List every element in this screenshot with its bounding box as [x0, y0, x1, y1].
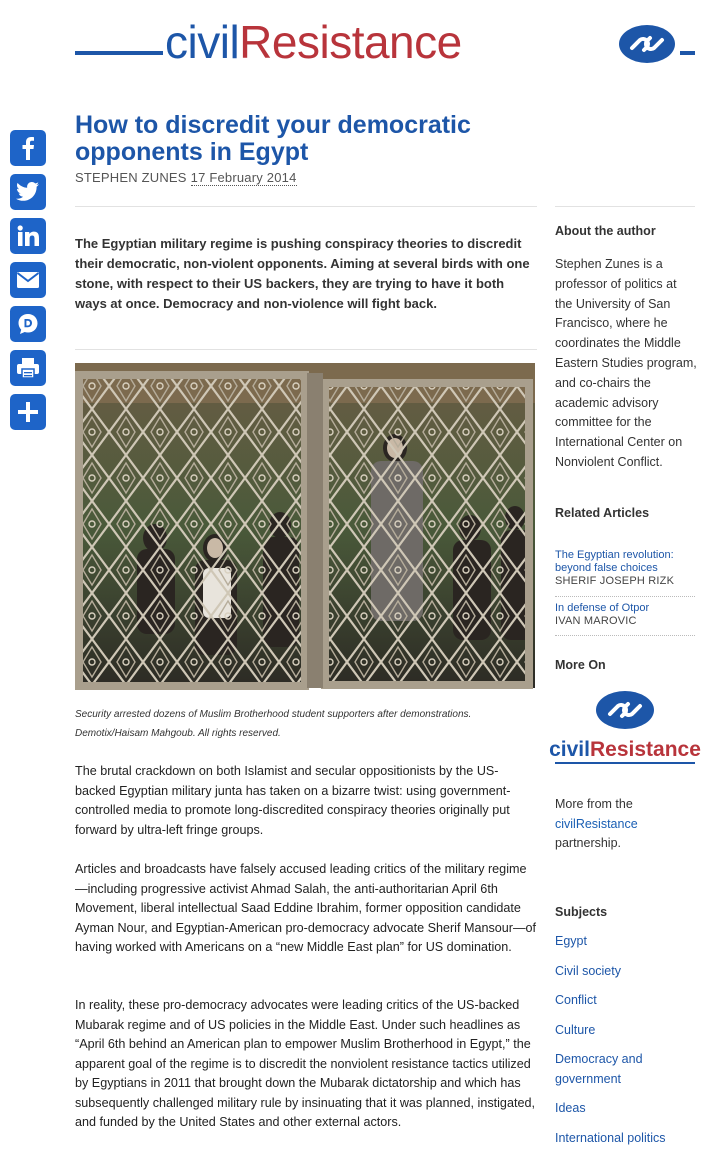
author-bio: Stephen Zunes is a professor of politics at the University of San Francisco, where he coordinates the Middle Eastern Studies program, and co-chairs the academic advisory committee for the International Center on Nonviolent Conflict.	[555, 257, 697, 469]
article-paragraph: In reality, these pro-democracy advocates were leading critics of the US-backed Mubarak regime and of US policies in the Middle East. Under such headlines as “April 6th behind an American plan to empower Muslim Brotherhood in Egypt,” the apparent goal of the regime is to discredit the nonviolent resistance tactics utilized by Egyptians in 2011 that brought down the Mubarak dictatorship and which has subsequently challenged military rule by insinuating that it was planned, instigated, and funded by the United States and other external actors.	[75, 998, 535, 1129]
article-title: How to discredit your democratic opponents in Egypt	[75, 111, 471, 166]
article-lede: The Egyptian military regime is pushing conspiracy theories to discredit their democratic, non-violent opponents. Aiming at several birds with one stone, with respect to their US backers, they are trying to have it both ways at once. Democracy and non-violence will fight back.	[75, 236, 530, 311]
subject-link-conflict[interactable]: Conflict	[555, 993, 597, 1007]
mastodon-icon[interactable]	[10, 306, 46, 342]
related-article-title[interactable]: The Egyptian revolution: beyond false choices	[555, 549, 674, 574]
article-paragraph: The brutal crackdown on both Islamist and secular oppositionists by the US-backed Egyptian military junta has taken on a bizarre twist: using government-controlled media to promote long-discredited conspiracy theories originally put forward by ultra-left fringe groups.	[75, 764, 511, 837]
related-articles-heading: Related Articles	[555, 506, 650, 520]
author-link[interactable]: STEPHEN ZUNES	[75, 170, 187, 185]
subject-link-culture[interactable]: Culture	[555, 1023, 596, 1037]
twitter-icon[interactable]	[10, 174, 46, 210]
related-article-title[interactable]: In defense of Otpor	[555, 602, 650, 614]
masthead-rule-left	[75, 51, 163, 55]
linkedin-icon[interactable]	[10, 218, 46, 254]
svg-text:civilResistance: civilResistance	[549, 738, 701, 761]
chain-link-logo-icon	[618, 24, 676, 64]
add-share-icon[interactable]	[10, 394, 46, 430]
photo-illustration	[75, 363, 535, 688]
article-paragraph: Articles and broadcasts have falsely accused leading critics of the military regime—including progressive activist Ahmad Salah, the anti-authoritarian April 6th Movement, liberal intellectual Saad Eddine Ibrahim, former opposition candidate Ayman Nour, and Egyptian-American pro-democracy advocate Sherif Mansour—of having worked with Americans on a “new Middle East plan” for US domination.	[75, 862, 537, 954]
subject-link-egypt[interactable]: Egypt	[555, 934, 587, 948]
divider	[555, 635, 695, 636]
subject-link-democracy-and-government[interactable]: Democracy and government	[555, 1052, 643, 1086]
civil-resistance-logo[interactable]	[549, 690, 701, 765]
email-icon[interactable]	[10, 262, 46, 298]
facebook-icon[interactable]	[10, 130, 46, 166]
related-article-author: IVAN MAROVIC	[555, 615, 637, 627]
site-masthead[interactable]	[75, 14, 695, 70]
chain-link-logo-icon	[549, 690, 701, 765]
related-article-author: SHERIF JOSEPH RIZK	[555, 575, 675, 587]
share-toolbar	[10, 130, 48, 438]
divider	[75, 206, 537, 207]
article-byline	[75, 170, 297, 185]
subject-link-international-politics[interactable]: International politics	[555, 1131, 666, 1145]
masthead-rule-right	[680, 51, 695, 55]
divider	[555, 596, 695, 597]
about-author-heading: About the author	[555, 224, 656, 238]
more-on-heading: More On	[555, 658, 606, 672]
photo-caption: Security arrested dozens of Muslim Brotherhood student supporters after demonstrations. Demotix/Haisam Mahgoub. All rights reserved.	[75, 709, 472, 739]
sidebar-divider	[555, 206, 695, 207]
print-icon[interactable]	[10, 350, 46, 386]
site-logo-wordmark[interactable]: civilResistance	[165, 16, 462, 68]
subject-link-ideas[interactable]: Ideas	[555, 1101, 586, 1115]
article-photo	[75, 363, 535, 688]
divider	[75, 349, 537, 350]
publish-date: 17 February 2014	[190, 170, 297, 185]
related-article[interactable]	[555, 602, 695, 628]
civilresistance-link[interactable]: civilResistance	[555, 816, 638, 831]
related-article[interactable]	[555, 549, 695, 588]
more-from-text: More from the civilResistance partnership.	[555, 797, 638, 850]
subjects-heading: Subjects	[555, 905, 608, 919]
subject-link-civil-society[interactable]: Civil society	[555, 964, 621, 978]
